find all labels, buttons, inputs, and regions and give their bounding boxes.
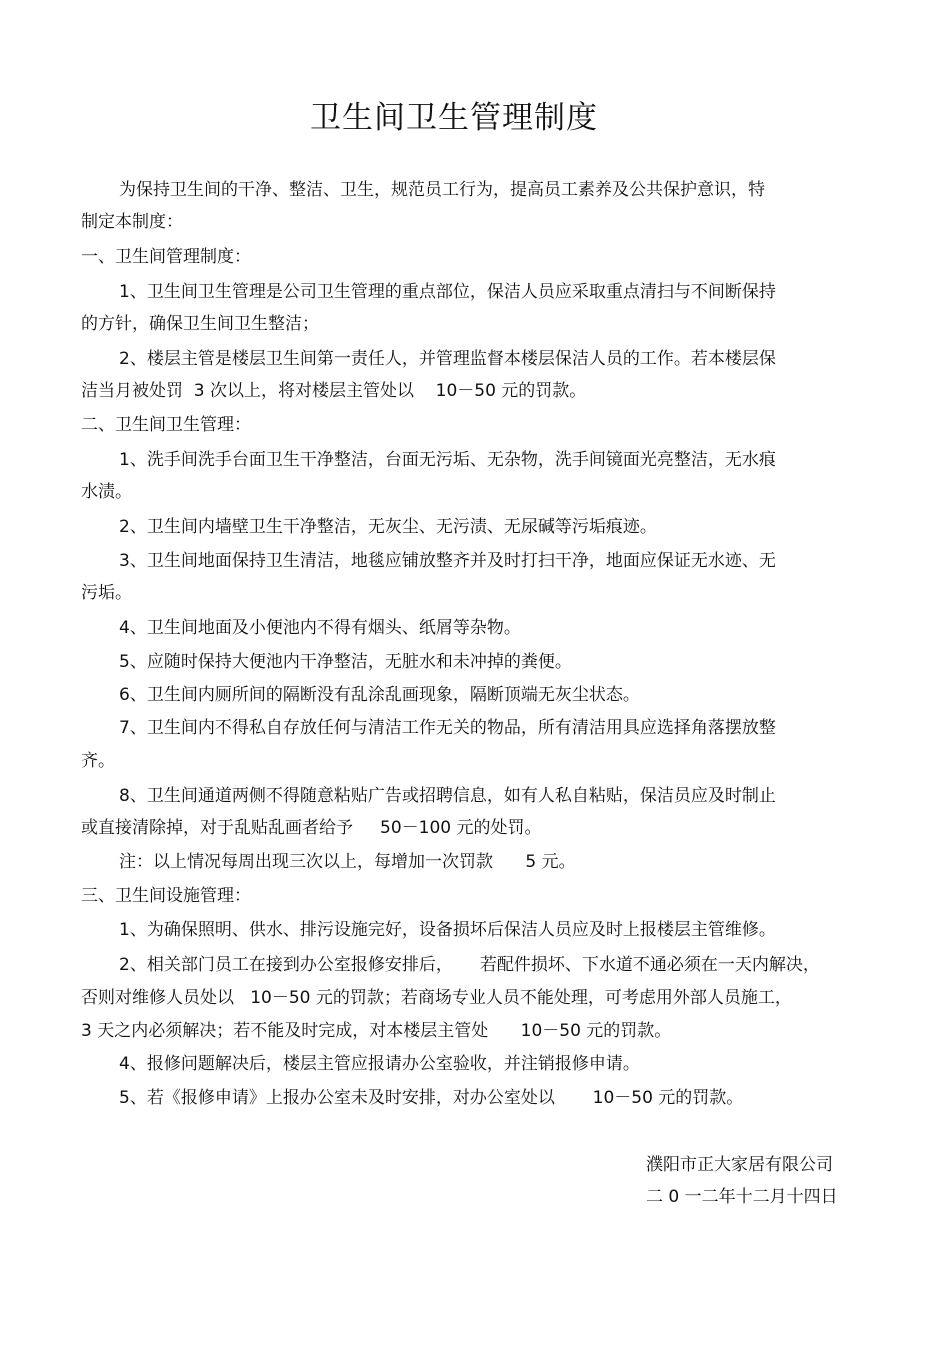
signature-date: 二 0 一二年十二月十四日 xyxy=(646,1187,838,1207)
clause-2-1-line-1: 1、洗手间洗手台面卫生干净整洁，台面无污垢、无杂物，洗手间镜面光亮整洁，无水痕 xyxy=(119,450,776,470)
clause-2-4: 4、卫生间地面及小便池内不得有烟头、纸屑等杂物。 xyxy=(119,618,521,638)
clause-2-8-line-2: 或直接清除掉，对于乱贴乱画者给予 50－100 元的处罚。 xyxy=(81,818,542,838)
section-heading-3: 三、卫生间设施管理： xyxy=(81,886,251,906)
clause-3-4: 4、报修问题解决后，楼层主管应报请办公室验收，并注销报修申请。 xyxy=(119,1054,640,1074)
document-title: 卫生间卫生管理制度 xyxy=(310,100,598,136)
clause-2-1-line-2: 水渍。 xyxy=(81,482,132,502)
clause-2-7-line-1: 7、卫生间内不得私自存放任何与清洁工作无关的物品，所有清洁用具应选择角落摆放整 xyxy=(119,718,776,738)
intro-line-2: 制定本制度： xyxy=(81,212,183,232)
note-line: 注：以上情况每周出现三次以上，每增加一次罚款 5 元。 xyxy=(119,852,576,872)
clause-2-7-line-2: 齐。 xyxy=(81,751,115,771)
clause-3-2-line-1: 2、相关部门员工在接到办公室报修安排后， 若配件损坏、下水道不通必须在一天内解决， xyxy=(119,955,820,975)
clause-1-1-line-2: 的方针，确保卫生间卫生整洁； xyxy=(81,314,319,334)
section-heading-2: 二、卫生间卫生管理： xyxy=(81,415,251,435)
intro-line-1: 为保持卫生间的干净、整洁、卫生，规范员工行为，提高员工素养及公共保护意识，特 xyxy=(119,180,765,200)
clause-2-6: 6、卫生间内厕所间的隔断没有乱涂乱画现象，隔断顶端无灰尘状态。 xyxy=(119,685,640,705)
clause-2-3-line-2: 污垢。 xyxy=(81,583,132,603)
clause-2-3-line-1: 3、卫生间地面保持卫生清洁，地毯应铺放整齐并及时打扫干净，地面应保证无水迹、无 xyxy=(119,551,776,571)
clause-3-2-line-3: 3 天之内必须解决；若不能及时完成，对本楼层主管处 10－50 元的罚款。 xyxy=(81,1021,672,1041)
clause-1-2-line-1: 2、楼层主管是楼层卫生间第一责任人，并管理监督本楼层保洁人员的工作。若本楼层保 xyxy=(119,349,776,369)
clause-2-5: 5、应随时保持大便池内干净整洁，无脏水和未冲掉的粪便。 xyxy=(119,652,572,672)
clause-3-2-line-2: 否则对维修人员处以 10－50 元的罚款；若商场专业人员不能处理，可考虑用外部人员施工， xyxy=(81,988,792,1008)
clause-3-1: 1、为确保照明、供水、排污设施完好，设备损坏后保洁人员应及时上报楼层主管维修。 xyxy=(119,920,776,940)
signature-company: 濮阳市正大家居有限公司 xyxy=(646,1155,833,1175)
section-heading-1: 一、卫生间管理制度： xyxy=(81,247,251,267)
clause-3-5: 5、若《报修申请》上报办公室未及时安排，对办公室处以 10－50 元的罚款。 xyxy=(119,1088,744,1108)
clause-1-2-line-2: 洁当月被处罚 3 次以上，将对楼层主管处以 10－50 元的罚款。 xyxy=(81,381,587,401)
clause-2-8-line-1: 8、卫生间通道两侧不得随意粘贴广告或招聘信息，如有人私自粘贴，保洁员应及时制止 xyxy=(119,786,776,806)
clause-2-2: 2、卫生间内墙壁卫生干净整洁，无灰尘、无污渍、无尿碱等污垢痕迹。 xyxy=(119,517,657,537)
clause-1-1-line-1: 1、卫生间卫生管理是公司卫生管理的重点部位，保洁人员应采取重点清扫与不间断保持 xyxy=(119,282,776,302)
